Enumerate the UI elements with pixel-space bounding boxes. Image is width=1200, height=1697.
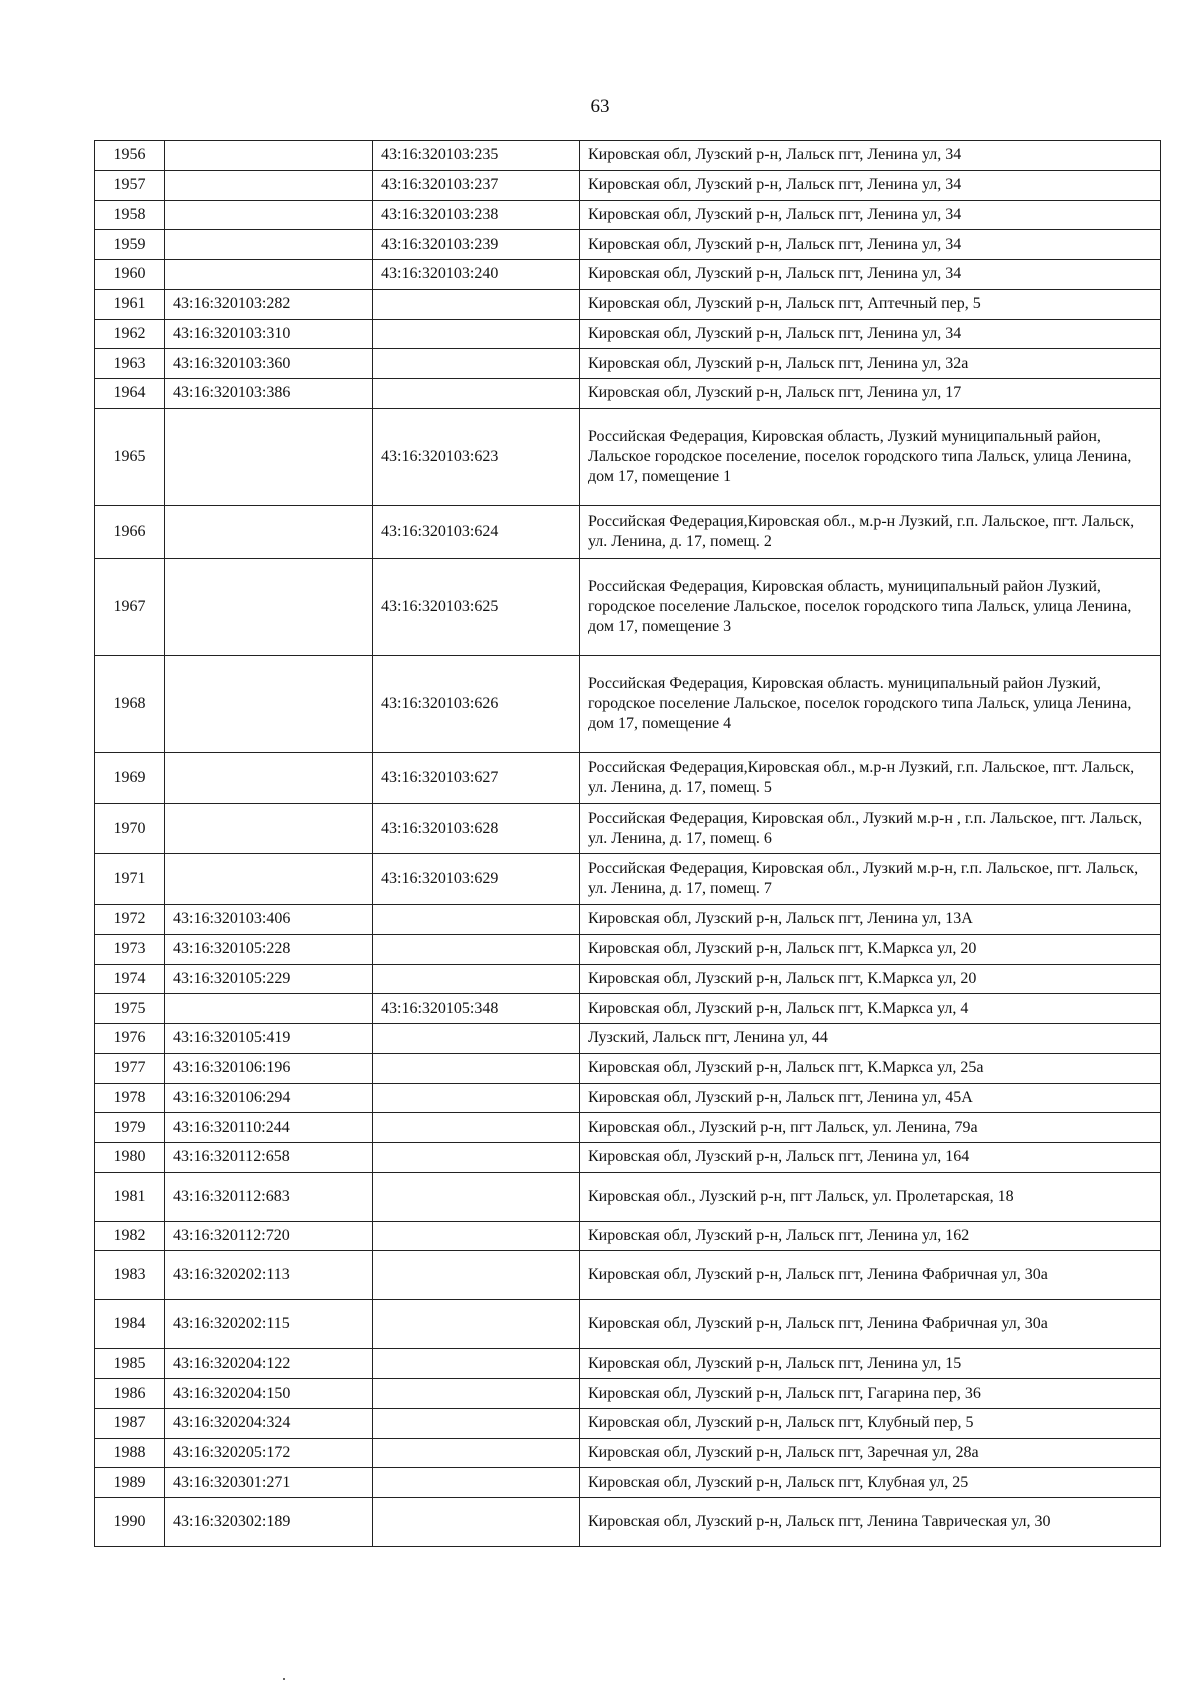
address-cell: Кировская обл., Лузский р-н, пгт Лальск, ул. Ленина, 79а — [580, 1113, 1161, 1143]
row-number-cell: 1981 — [95, 1172, 165, 1221]
row-number-cell: 1968 — [95, 656, 165, 753]
land-cadastral-number-cell: 43:16:320301:271 — [165, 1468, 373, 1498]
object-cadastral-number-cell — [373, 1468, 580, 1498]
address-cell: Российская Федерация, Кировская обл., Лузкий м.р-н , г.п. Лальское, пгт. Лальск, ул. Ленина, д. 17, помещ. 6 — [580, 804, 1161, 854]
table-row — [95, 379, 1161, 409]
object-cadastral-number-cell: 43:16:320103:627 — [373, 753, 580, 804]
registry-table — [94, 140, 1161, 1547]
land-cadastral-number-cell: 43:16:320103:406 — [165, 905, 373, 935]
object-cadastral-number-cell — [373, 1143, 580, 1173]
table-row — [95, 1172, 1161, 1221]
address-cell: Кировская обл, Лузский р-н, Лальск пгт, К.Маркса ул, 4 — [580, 994, 1161, 1024]
table-row — [95, 230, 1161, 260]
address-cell: Кировская обл, Лузский р-н, Лальск пгт, Заречная ул, 28а — [580, 1438, 1161, 1468]
table-row — [95, 964, 1161, 994]
address-cell: Кировская обл, Лузский р-н, Лальск пгт, Ленина Таврическая ул, 30 — [580, 1498, 1161, 1547]
row-number-cell: 1976 — [95, 1024, 165, 1054]
table-row — [95, 349, 1161, 379]
table-row — [95, 753, 1161, 804]
table-row — [95, 1498, 1161, 1547]
row-number-cell: 1983 — [95, 1251, 165, 1300]
address-cell: Кировская обл, Лузский р-н, Лальск пгт, Ленина Фабричная ул, 30а — [580, 1300, 1161, 1349]
land-cadastral-number-cell — [165, 804, 373, 854]
table-row — [95, 1408, 1161, 1438]
object-cadastral-number-cell — [373, 964, 580, 994]
row-number-cell: 1988 — [95, 1438, 165, 1468]
table-row — [95, 1438, 1161, 1468]
row-number-cell: 1985 — [95, 1349, 165, 1379]
row-number-cell: 1973 — [95, 934, 165, 964]
land-cadastral-number-cell: 43:16:320106:294 — [165, 1083, 373, 1113]
table-row — [95, 319, 1161, 349]
object-cadastral-number-cell: 43:16:320103:626 — [373, 656, 580, 753]
row-number-cell: 1978 — [95, 1083, 165, 1113]
row-number-cell: 1969 — [95, 753, 165, 804]
row-number-cell: 1987 — [95, 1408, 165, 1438]
table-row — [95, 260, 1161, 290]
address-cell: Кировская обл, Лузский р-н, Лальск пгт, Ленина ул, 34 — [580, 200, 1161, 230]
object-cadastral-number-cell — [373, 289, 580, 319]
land-cadastral-number-cell — [165, 994, 373, 1024]
address-cell: Кировская обл, Лузский р-н, Лальск пгт, Ленина ул, 17 — [580, 379, 1161, 409]
scan-artifact-dot — [283, 1678, 285, 1680]
object-cadastral-number-cell — [373, 1498, 580, 1547]
row-number-cell: 1980 — [95, 1143, 165, 1173]
land-cadastral-number-cell: 43:16:320202:113 — [165, 1251, 373, 1300]
land-cadastral-number-cell: 43:16:320112:683 — [165, 1172, 373, 1221]
land-cadastral-number-cell: 43:16:320112:658 — [165, 1143, 373, 1173]
land-cadastral-number-cell: 43:16:320105:228 — [165, 934, 373, 964]
land-cadastral-number-cell: 43:16:320103:386 — [165, 379, 373, 409]
land-cadastral-number-cell — [165, 559, 373, 656]
address-cell: Российская Федерация,Кировская обл., м.р-н Лузкий, г.п. Лальское, пгт. Лальск, ул. Ленина, д. 17, помещ. 2 — [580, 505, 1161, 559]
land-cadastral-number-cell: 43:16:320103:310 — [165, 319, 373, 349]
object-cadastral-number-cell: 43:16:320103:628 — [373, 804, 580, 854]
address-cell: Российская Федерация, Кировская область. муниципальный район Лузкий, городское поселение Лальское, поселок городского типа Лальск, улица Ленина, дом 17, помещение 4 — [580, 656, 1161, 753]
object-cadastral-number-cell: 43:16:320103:629 — [373, 854, 580, 905]
land-cadastral-number-cell: 43:16:320204:324 — [165, 1408, 373, 1438]
object-cadastral-number-cell — [373, 1113, 580, 1143]
registry-table-container — [94, 140, 1160, 1547]
address-cell: Кировская обл, Лузский р-н, Лальск пгт, Ленина ул, 34 — [580, 141, 1161, 171]
row-number-cell: 1975 — [95, 994, 165, 1024]
address-cell: Кировская обл, Лузский р-н, Лальск пгт, К.Маркса ул, 20 — [580, 964, 1161, 994]
table-row — [95, 1221, 1161, 1251]
table-row — [95, 1083, 1161, 1113]
address-cell: Кировская обл, Лузский р-н, Лальск пгт, Ленина Фабричная ул, 30а — [580, 1251, 1161, 1300]
object-cadastral-number-cell — [373, 379, 580, 409]
row-number-cell: 1990 — [95, 1498, 165, 1547]
table-row — [95, 559, 1161, 656]
object-cadastral-number-cell — [373, 1083, 580, 1113]
table-row — [95, 854, 1161, 905]
table-row — [95, 1379, 1161, 1409]
row-number-cell: 1964 — [95, 379, 165, 409]
table-row — [95, 656, 1161, 753]
row-number-cell: 1957 — [95, 170, 165, 200]
table-row — [95, 1468, 1161, 1498]
land-cadastral-number-cell: 43:16:320302:189 — [165, 1498, 373, 1547]
land-cadastral-number-cell: 43:16:320202:115 — [165, 1300, 373, 1349]
land-cadastral-number-cell — [165, 230, 373, 260]
row-number-cell: 1958 — [95, 200, 165, 230]
table-row — [95, 200, 1161, 230]
object-cadastral-number-cell — [373, 1024, 580, 1054]
land-cadastral-number-cell — [165, 170, 373, 200]
address-cell: Кировская обл, Лузский р-н, Лальск пгт, Ленина ул, 13А — [580, 905, 1161, 935]
row-number-cell: 1965 — [95, 408, 165, 505]
object-cadastral-number-cell — [373, 934, 580, 964]
table-row — [95, 1300, 1161, 1349]
row-number-cell: 1962 — [95, 319, 165, 349]
address-cell: Лузский, Лальск пгт, Ленина ул, 44 — [580, 1024, 1161, 1054]
table-row — [95, 1349, 1161, 1379]
table-row — [95, 1053, 1161, 1083]
address-cell: Кировская обл, Лузский р-н, Лальск пгт, Ленина ул, 34 — [580, 260, 1161, 290]
row-number-cell: 1970 — [95, 804, 165, 854]
address-cell: Российская Федерация, Кировская обл., Лузкий м.р-н, г.п. Лальское, пгт. Лальск, ул. Ленина, д. 17, помещ. 7 — [580, 854, 1161, 905]
land-cadastral-number-cell: 43:16:320106:196 — [165, 1053, 373, 1083]
row-number-cell: 1967 — [95, 559, 165, 656]
land-cadastral-number-cell: 43:16:320105:229 — [165, 964, 373, 994]
row-number-cell: 1960 — [95, 260, 165, 290]
table-row — [95, 289, 1161, 319]
page-number: 63 — [590, 96, 610, 117]
land-cadastral-number-cell — [165, 656, 373, 753]
row-number-cell: 1982 — [95, 1221, 165, 1251]
address-cell: Кировская обл, Лузский р-н, Лальск пгт, Ленина ул, 32а — [580, 349, 1161, 379]
registry-table-body — [95, 141, 1161, 1547]
table-row — [95, 905, 1161, 935]
land-cadastral-number-cell — [165, 753, 373, 804]
object-cadastral-number-cell: 43:16:320105:348 — [373, 994, 580, 1024]
object-cadastral-number-cell — [373, 1379, 580, 1409]
address-cell: Кировская обл, Лузский р-н, Лальск пгт, Гагарина пер, 36 — [580, 1379, 1161, 1409]
object-cadastral-number-cell: 43:16:320103:238 — [373, 200, 580, 230]
row-number-cell: 1984 — [95, 1300, 165, 1349]
land-cadastral-number-cell — [165, 505, 373, 559]
land-cadastral-number-cell: 43:16:320105:419 — [165, 1024, 373, 1054]
object-cadastral-number-cell — [373, 1053, 580, 1083]
table-row — [95, 170, 1161, 200]
table-row — [95, 994, 1161, 1024]
table-row — [95, 1251, 1161, 1300]
object-cadastral-number-cell: 43:16:320103:237 — [373, 170, 580, 200]
address-cell: Российская Федерация, Кировская область, Лузкий муниципальный район, Лальское городское поселение, поселок городского типа Лальск, улица Ленина, дом 17, помещение 1 — [580, 408, 1161, 505]
land-cadastral-number-cell: 43:16:320204:122 — [165, 1349, 373, 1379]
address-cell: Кировская обл, Лузский р-н, Лальск пгт, Ленина ул, 34 — [580, 170, 1161, 200]
object-cadastral-number-cell — [373, 1251, 580, 1300]
address-cell: Российская Федерация, Кировская область, муниципальный район Лузкий, городское поселение Лальское, поселок городского типа Лальск, улица Ленина, дом 17, помещение 3 — [580, 559, 1161, 656]
address-cell: Кировская обл, Лузский р-н, Лальск пгт, Ленина ул, 164 — [580, 1143, 1161, 1173]
object-cadastral-number-cell — [373, 1408, 580, 1438]
row-number-cell: 1961 — [95, 289, 165, 319]
land-cadastral-number-cell: 43:16:320204:150 — [165, 1379, 373, 1409]
object-cadastral-number-cell: 43:16:320103:235 — [373, 141, 580, 171]
object-cadastral-number-cell: 43:16:320103:625 — [373, 559, 580, 656]
address-cell: Кировская обл, Лузский р-н, Лальск пгт, Ленина ул, 162 — [580, 1221, 1161, 1251]
object-cadastral-number-cell — [373, 1221, 580, 1251]
row-number-cell: 1977 — [95, 1053, 165, 1083]
address-cell: Кировская обл, Лузский р-н, Лальск пгт, Клубный пер, 5 — [580, 1408, 1161, 1438]
row-number-cell: 1956 — [95, 141, 165, 171]
table-row — [95, 804, 1161, 854]
land-cadastral-number-cell: 43:16:320103:282 — [165, 289, 373, 319]
object-cadastral-number-cell — [373, 319, 580, 349]
table-row — [95, 1024, 1161, 1054]
table-row — [95, 1113, 1161, 1143]
address-cell: Кировская обл, Лузский р-н, Лальск пгт, Ленина ул, 45А — [580, 1083, 1161, 1113]
row-number-cell: 1963 — [95, 349, 165, 379]
object-cadastral-number-cell — [373, 905, 580, 935]
object-cadastral-number-cell — [373, 1438, 580, 1468]
land-cadastral-number-cell: 43:16:320205:172 — [165, 1438, 373, 1468]
land-cadastral-number-cell — [165, 260, 373, 290]
land-cadastral-number-cell — [165, 141, 373, 171]
land-cadastral-number-cell — [165, 854, 373, 905]
row-number-cell: 1989 — [95, 1468, 165, 1498]
row-number-cell: 1971 — [95, 854, 165, 905]
row-number-cell: 1959 — [95, 230, 165, 260]
land-cadastral-number-cell — [165, 408, 373, 505]
row-number-cell: 1986 — [95, 1379, 165, 1409]
object-cadastral-number-cell — [373, 1349, 580, 1379]
row-number-cell: 1979 — [95, 1113, 165, 1143]
land-cadastral-number-cell — [165, 200, 373, 230]
table-row — [95, 141, 1161, 171]
object-cadastral-number-cell — [373, 1300, 580, 1349]
address-cell: Кировская обл, Лузский р-н, Лальск пгт, Аптечный пер, 5 — [580, 289, 1161, 319]
address-cell: Кировская обл, Лузский р-н, Лальск пгт, К.Маркса ул, 25а — [580, 1053, 1161, 1083]
address-cell: Кировская обл, Лузский р-н, Лальск пгт, Ленина ул, 15 — [580, 1349, 1161, 1379]
object-cadastral-number-cell: 43:16:320103:623 — [373, 408, 580, 505]
row-number-cell: 1972 — [95, 905, 165, 935]
object-cadastral-number-cell: 43:16:320103:624 — [373, 505, 580, 559]
object-cadastral-number-cell: 43:16:320103:239 — [373, 230, 580, 260]
object-cadastral-number-cell — [373, 1172, 580, 1221]
table-row — [95, 1143, 1161, 1173]
object-cadastral-number-cell — [373, 349, 580, 379]
row-number-cell: 1974 — [95, 964, 165, 994]
land-cadastral-number-cell: 43:16:320110:244 — [165, 1113, 373, 1143]
address-cell: Российская Федерация,Кировская обл., м.р-н Лузкий, г.п. Лальское, пгт. Лальск, ул. Ленина, д. 17, помещ. 5 — [580, 753, 1161, 804]
table-row — [95, 505, 1161, 559]
address-cell: Кировская обл., Лузский р-н, пгт Лальск, ул. Пролетарская, 18 — [580, 1172, 1161, 1221]
land-cadastral-number-cell: 43:16:320103:360 — [165, 349, 373, 379]
row-number-cell: 1966 — [95, 505, 165, 559]
table-row — [95, 408, 1161, 505]
address-cell: Кировская обл, Лузский р-н, Лальск пгт, Клубная ул, 25 — [580, 1468, 1161, 1498]
table-row — [95, 934, 1161, 964]
address-cell: Кировская обл, Лузский р-н, Лальск пгт, Ленина ул, 34 — [580, 319, 1161, 349]
land-cadastral-number-cell: 43:16:320112:720 — [165, 1221, 373, 1251]
object-cadastral-number-cell: 43:16:320103:240 — [373, 260, 580, 290]
address-cell: Кировская обл, Лузский р-н, Лальск пгт, Ленина ул, 34 — [580, 230, 1161, 260]
address-cell: Кировская обл, Лузский р-н, Лальск пгт, К.Маркса ул, 20 — [580, 934, 1161, 964]
